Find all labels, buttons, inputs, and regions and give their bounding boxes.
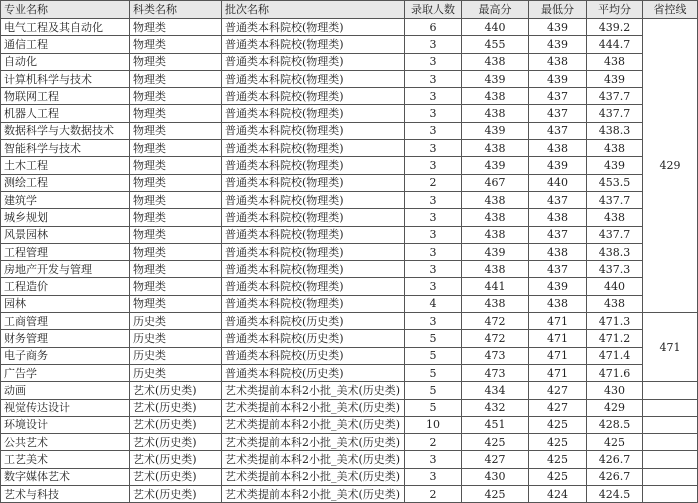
category-cell: 历史类 [130,364,222,381]
header-count: 录取人数 [405,1,462,19]
batch-cell: 普通类本科院校(历史类) [222,347,405,364]
batch-cell: 普通类本科院校(物理类) [222,19,405,36]
max-score-cell: 440 [462,19,529,36]
avg-score-cell: 471.2 [587,330,643,347]
max-score-cell: 455 [462,36,529,53]
table-row [1,191,698,208]
major-cell: 工商管理 [1,313,130,330]
table-row [1,209,698,226]
max-score-cell: 438 [462,295,529,312]
header-min: 最低分 [529,1,587,19]
batch-cell: 普通类本科院校(物理类) [222,174,405,191]
table-row [1,451,698,468]
table-row [1,174,698,191]
table-row [1,313,698,330]
major-cell: 物联网工程 [1,88,130,105]
min-score-cell: 425 [529,468,587,485]
count-cell: 5 [405,399,462,416]
category-cell: 艺术(历史类) [130,486,222,503]
category-cell: 艺术(历史类) [130,451,222,468]
major-cell: 园林 [1,295,130,312]
avg-score-cell: 437.7 [587,105,643,122]
control-line-empty-cell [643,451,698,468]
category-cell: 物理类 [130,122,222,139]
avg-score-cell: 438 [587,295,643,312]
table-row [1,399,698,416]
count-cell: 5 [405,382,462,399]
category-cell: 历史类 [130,313,222,330]
min-score-cell: 427 [529,382,587,399]
max-score-cell: 472 [462,313,529,330]
min-score-cell: 471 [529,330,587,347]
avg-score-cell: 438.3 [587,122,643,139]
header-major: 专业名称 [1,1,130,19]
min-score-cell: 437 [529,226,587,243]
count-cell: 3 [405,209,462,226]
category-cell: 物理类 [130,226,222,243]
control-line-empty-cell [643,382,698,399]
count-cell: 3 [405,157,462,174]
category-cell: 艺术(历史类) [130,399,222,416]
max-score-cell: 441 [462,278,529,295]
control-line-history: 471 [643,313,698,382]
avg-score-cell: 438 [587,140,643,157]
control-line-empty-cell [643,399,698,416]
count-cell: 3 [405,191,462,208]
count-cell: 3 [405,451,462,468]
major-cell: 数据科学与大数据技术 [1,122,130,139]
min-score-cell: 439 [529,36,587,53]
table-row [1,88,698,105]
batch-cell: 普通类本科院校(物理类) [222,295,405,312]
min-score-cell: 471 [529,364,587,381]
category-cell: 历史类 [130,330,222,347]
avg-score-cell: 428.5 [587,416,643,433]
control-line-physics: 429 [643,19,698,313]
major-cell: 视觉传达设计 [1,399,130,416]
category-cell: 物理类 [130,140,222,157]
batch-cell: 普通类本科院校(历史类) [222,313,405,330]
major-cell: 自动化 [1,53,130,70]
control-line-empty-cell [643,434,698,451]
avg-score-cell: 429 [587,399,643,416]
batch-cell: 艺术类提前本科2小批_美术(历史类) [222,399,405,416]
max-score-cell: 430 [462,468,529,485]
major-cell: 工程管理 [1,243,130,260]
max-score-cell: 439 [462,157,529,174]
max-score-cell: 438 [462,53,529,70]
min-score-cell: 437 [529,191,587,208]
count-cell: 3 [405,53,462,70]
batch-cell: 普通类本科院校(历史类) [222,364,405,381]
count-cell: 2 [405,174,462,191]
count-cell: 3 [405,36,462,53]
major-cell: 电气工程及其自动化 [1,19,130,36]
major-cell: 电子商务 [1,347,130,364]
avg-score-cell: 426.7 [587,451,643,468]
min-score-cell: 437 [529,105,587,122]
avg-score-cell: 440 [587,278,643,295]
min-score-cell: 425 [529,451,587,468]
count-cell: 3 [405,88,462,105]
avg-score-cell: 439.2 [587,19,643,36]
max-score-cell: 438 [462,209,529,226]
category-cell: 物理类 [130,70,222,87]
major-cell: 工程造价 [1,278,130,295]
count-cell: 3 [405,468,462,485]
table-row [1,364,698,381]
batch-cell: 艺术类提前本科2小批_美术(历史类) [222,416,405,433]
batch-cell: 艺术类提前本科2小批_美术(历史类) [222,434,405,451]
count-cell: 2 [405,486,462,503]
batch-cell: 普通类本科院校(物理类) [222,88,405,105]
major-cell: 机器人工程 [1,105,130,122]
min-score-cell: 437 [529,261,587,278]
batch-cell: 艺术类提前本科2小批_美术(历史类) [222,382,405,399]
category-cell: 物理类 [130,261,222,278]
batch-cell: 艺术类提前本科2小批_美术(历史类) [222,468,405,485]
batch-cell: 普通类本科院校(物理类) [222,191,405,208]
table-row [1,330,698,347]
max-score-cell: 432 [462,399,529,416]
major-cell: 城乡规划 [1,209,130,226]
major-cell: 工艺美术 [1,451,130,468]
major-cell: 测绘工程 [1,174,130,191]
category-cell: 艺术(历史类) [130,434,222,451]
min-score-cell: 439 [529,278,587,295]
batch-cell: 普通类本科院校(物理类) [222,70,405,87]
max-score-cell: 439 [462,243,529,260]
major-cell: 数字媒体艺术 [1,468,130,485]
max-score-cell: 439 [462,122,529,139]
min-score-cell: 438 [529,243,587,260]
header-control-line: 省控线 [643,1,698,19]
major-cell: 艺术与科技 [1,486,130,503]
category-cell: 历史类 [130,347,222,364]
major-cell: 通信工程 [1,36,130,53]
category-cell: 物理类 [130,157,222,174]
min-score-cell: 438 [529,295,587,312]
table-row [1,416,698,433]
batch-cell: 普通类本科院校(物理类) [222,53,405,70]
count-cell: 5 [405,364,462,381]
batch-cell: 普通类本科院校(物理类) [222,157,405,174]
table-row [1,261,698,278]
category-cell: 物理类 [130,191,222,208]
table-row [1,140,698,157]
batch-cell: 艺术类提前本科2小批_美术(历史类) [222,451,405,468]
avg-score-cell: 430 [587,382,643,399]
batch-cell: 艺术类提前本科2小批_美术(历史类) [222,486,405,503]
max-score-cell: 425 [462,434,529,451]
min-score-cell: 439 [529,70,587,87]
category-cell: 物理类 [130,174,222,191]
min-score-cell: 440 [529,174,587,191]
count-cell: 3 [405,105,462,122]
header-row [1,1,698,19]
batch-cell: 普通类本科院校(物理类) [222,140,405,157]
count-cell: 4 [405,295,462,312]
count-cell: 3 [405,243,462,260]
header-category: 科类名称 [130,1,222,19]
avg-score-cell: 439 [587,70,643,87]
table-row [1,226,698,243]
table-body [1,19,698,503]
table-row [1,295,698,312]
batch-cell: 普通类本科院校(物理类) [222,243,405,260]
count-cell: 5 [405,347,462,364]
header-avg: 平均分 [587,1,643,19]
max-score-cell: 438 [462,191,529,208]
category-cell: 物理类 [130,53,222,70]
count-cell: 3 [405,261,462,278]
category-cell: 物理类 [130,295,222,312]
count-cell: 3 [405,70,462,87]
max-score-cell: 472 [462,330,529,347]
category-cell: 物理类 [130,243,222,260]
control-line-empty-cell [643,416,698,433]
category-cell: 物理类 [130,19,222,36]
max-score-cell: 439 [462,70,529,87]
batch-cell: 普通类本科院校(历史类) [222,330,405,347]
table-row [1,70,698,87]
control-line-empty-cell [643,486,698,503]
table-row [1,19,698,36]
major-cell: 动画 [1,382,130,399]
table-row [1,122,698,139]
max-score-cell: 438 [462,261,529,278]
category-cell: 物理类 [130,36,222,53]
avg-score-cell: 471.6 [587,364,643,381]
min-score-cell: 437 [529,122,587,139]
major-cell: 计算机科学与技术 [1,70,130,87]
count-cell: 6 [405,19,462,36]
category-cell: 物理类 [130,278,222,295]
category-cell: 艺术(历史类) [130,468,222,485]
table-row [1,434,698,451]
max-score-cell: 438 [462,88,529,105]
count-cell: 3 [405,226,462,243]
table-row [1,157,698,174]
min-score-cell: 438 [529,209,587,226]
major-cell: 环境设计 [1,416,130,433]
min-score-cell: 427 [529,399,587,416]
max-score-cell: 451 [462,416,529,433]
table-row [1,347,698,364]
header-max: 最高分 [462,1,529,19]
count-cell: 3 [405,140,462,157]
batch-cell: 普通类本科院校(物理类) [222,36,405,53]
category-cell: 物理类 [130,88,222,105]
avg-score-cell: 437.7 [587,88,643,105]
avg-score-cell: 437.7 [587,191,643,208]
major-cell: 公共艺术 [1,434,130,451]
max-score-cell: 473 [462,364,529,381]
min-score-cell: 471 [529,313,587,330]
avg-score-cell: 438 [587,53,643,70]
count-cell: 2 [405,434,462,451]
table-row [1,36,698,53]
major-cell: 房地产开发与管理 [1,261,130,278]
table-row [1,105,698,122]
major-cell: 财务管理 [1,330,130,347]
header-batch: 批次名称 [222,1,405,19]
avg-score-cell: 471.4 [587,347,643,364]
count-cell: 3 [405,122,462,139]
max-score-cell: 467 [462,174,529,191]
min-score-cell: 437 [529,88,587,105]
min-score-cell: 425 [529,416,587,433]
max-score-cell: 473 [462,347,529,364]
min-score-cell: 438 [529,53,587,70]
min-score-cell: 438 [529,140,587,157]
min-score-cell: 471 [529,347,587,364]
category-cell: 物理类 [130,209,222,226]
max-score-cell: 438 [462,226,529,243]
table-row [1,243,698,260]
category-cell: 艺术(历史类) [130,382,222,399]
min-score-cell: 439 [529,157,587,174]
min-score-cell: 424 [529,486,587,503]
major-cell: 智能科学与技术 [1,140,130,157]
avg-score-cell: 437.3 [587,261,643,278]
max-score-cell: 434 [462,382,529,399]
table-row [1,486,698,503]
batch-cell: 普通类本科院校(物理类) [222,209,405,226]
min-score-cell: 425 [529,434,587,451]
max-score-cell: 438 [462,140,529,157]
avg-score-cell: 438.3 [587,243,643,260]
avg-score-cell: 426.7 [587,468,643,485]
major-cell: 土木工程 [1,157,130,174]
batch-cell: 普通类本科院校(物理类) [222,261,405,278]
batch-cell: 普通类本科院校(物理类) [222,105,405,122]
max-score-cell: 427 [462,451,529,468]
max-score-cell: 425 [462,486,529,503]
major-cell: 风景园林 [1,226,130,243]
category-cell: 物理类 [130,105,222,122]
avg-score-cell: 453.5 [587,174,643,191]
batch-cell: 普通类本科院校(物理类) [222,278,405,295]
category-cell: 艺术(历史类) [130,416,222,433]
batch-cell: 普通类本科院校(物理类) [222,226,405,243]
avg-score-cell: 438 [587,209,643,226]
batch-cell: 普通类本科院校(物理类) [222,122,405,139]
count-cell: 3 [405,313,462,330]
count-cell: 3 [405,278,462,295]
max-score-cell: 438 [462,105,529,122]
count-cell: 5 [405,330,462,347]
count-cell: 10 [405,416,462,433]
min-score-cell: 439 [529,19,587,36]
table-row [1,53,698,70]
avg-score-cell: 424.5 [587,486,643,503]
table-row [1,382,698,399]
avg-score-cell: 425 [587,434,643,451]
major-cell: 建筑学 [1,191,130,208]
avg-score-cell: 437.7 [587,226,643,243]
major-cell: 广告学 [1,364,130,381]
avg-score-cell: 444.7 [587,36,643,53]
avg-score-cell: 471.3 [587,313,643,330]
avg-score-cell: 439 [587,157,643,174]
table-row [1,278,698,295]
